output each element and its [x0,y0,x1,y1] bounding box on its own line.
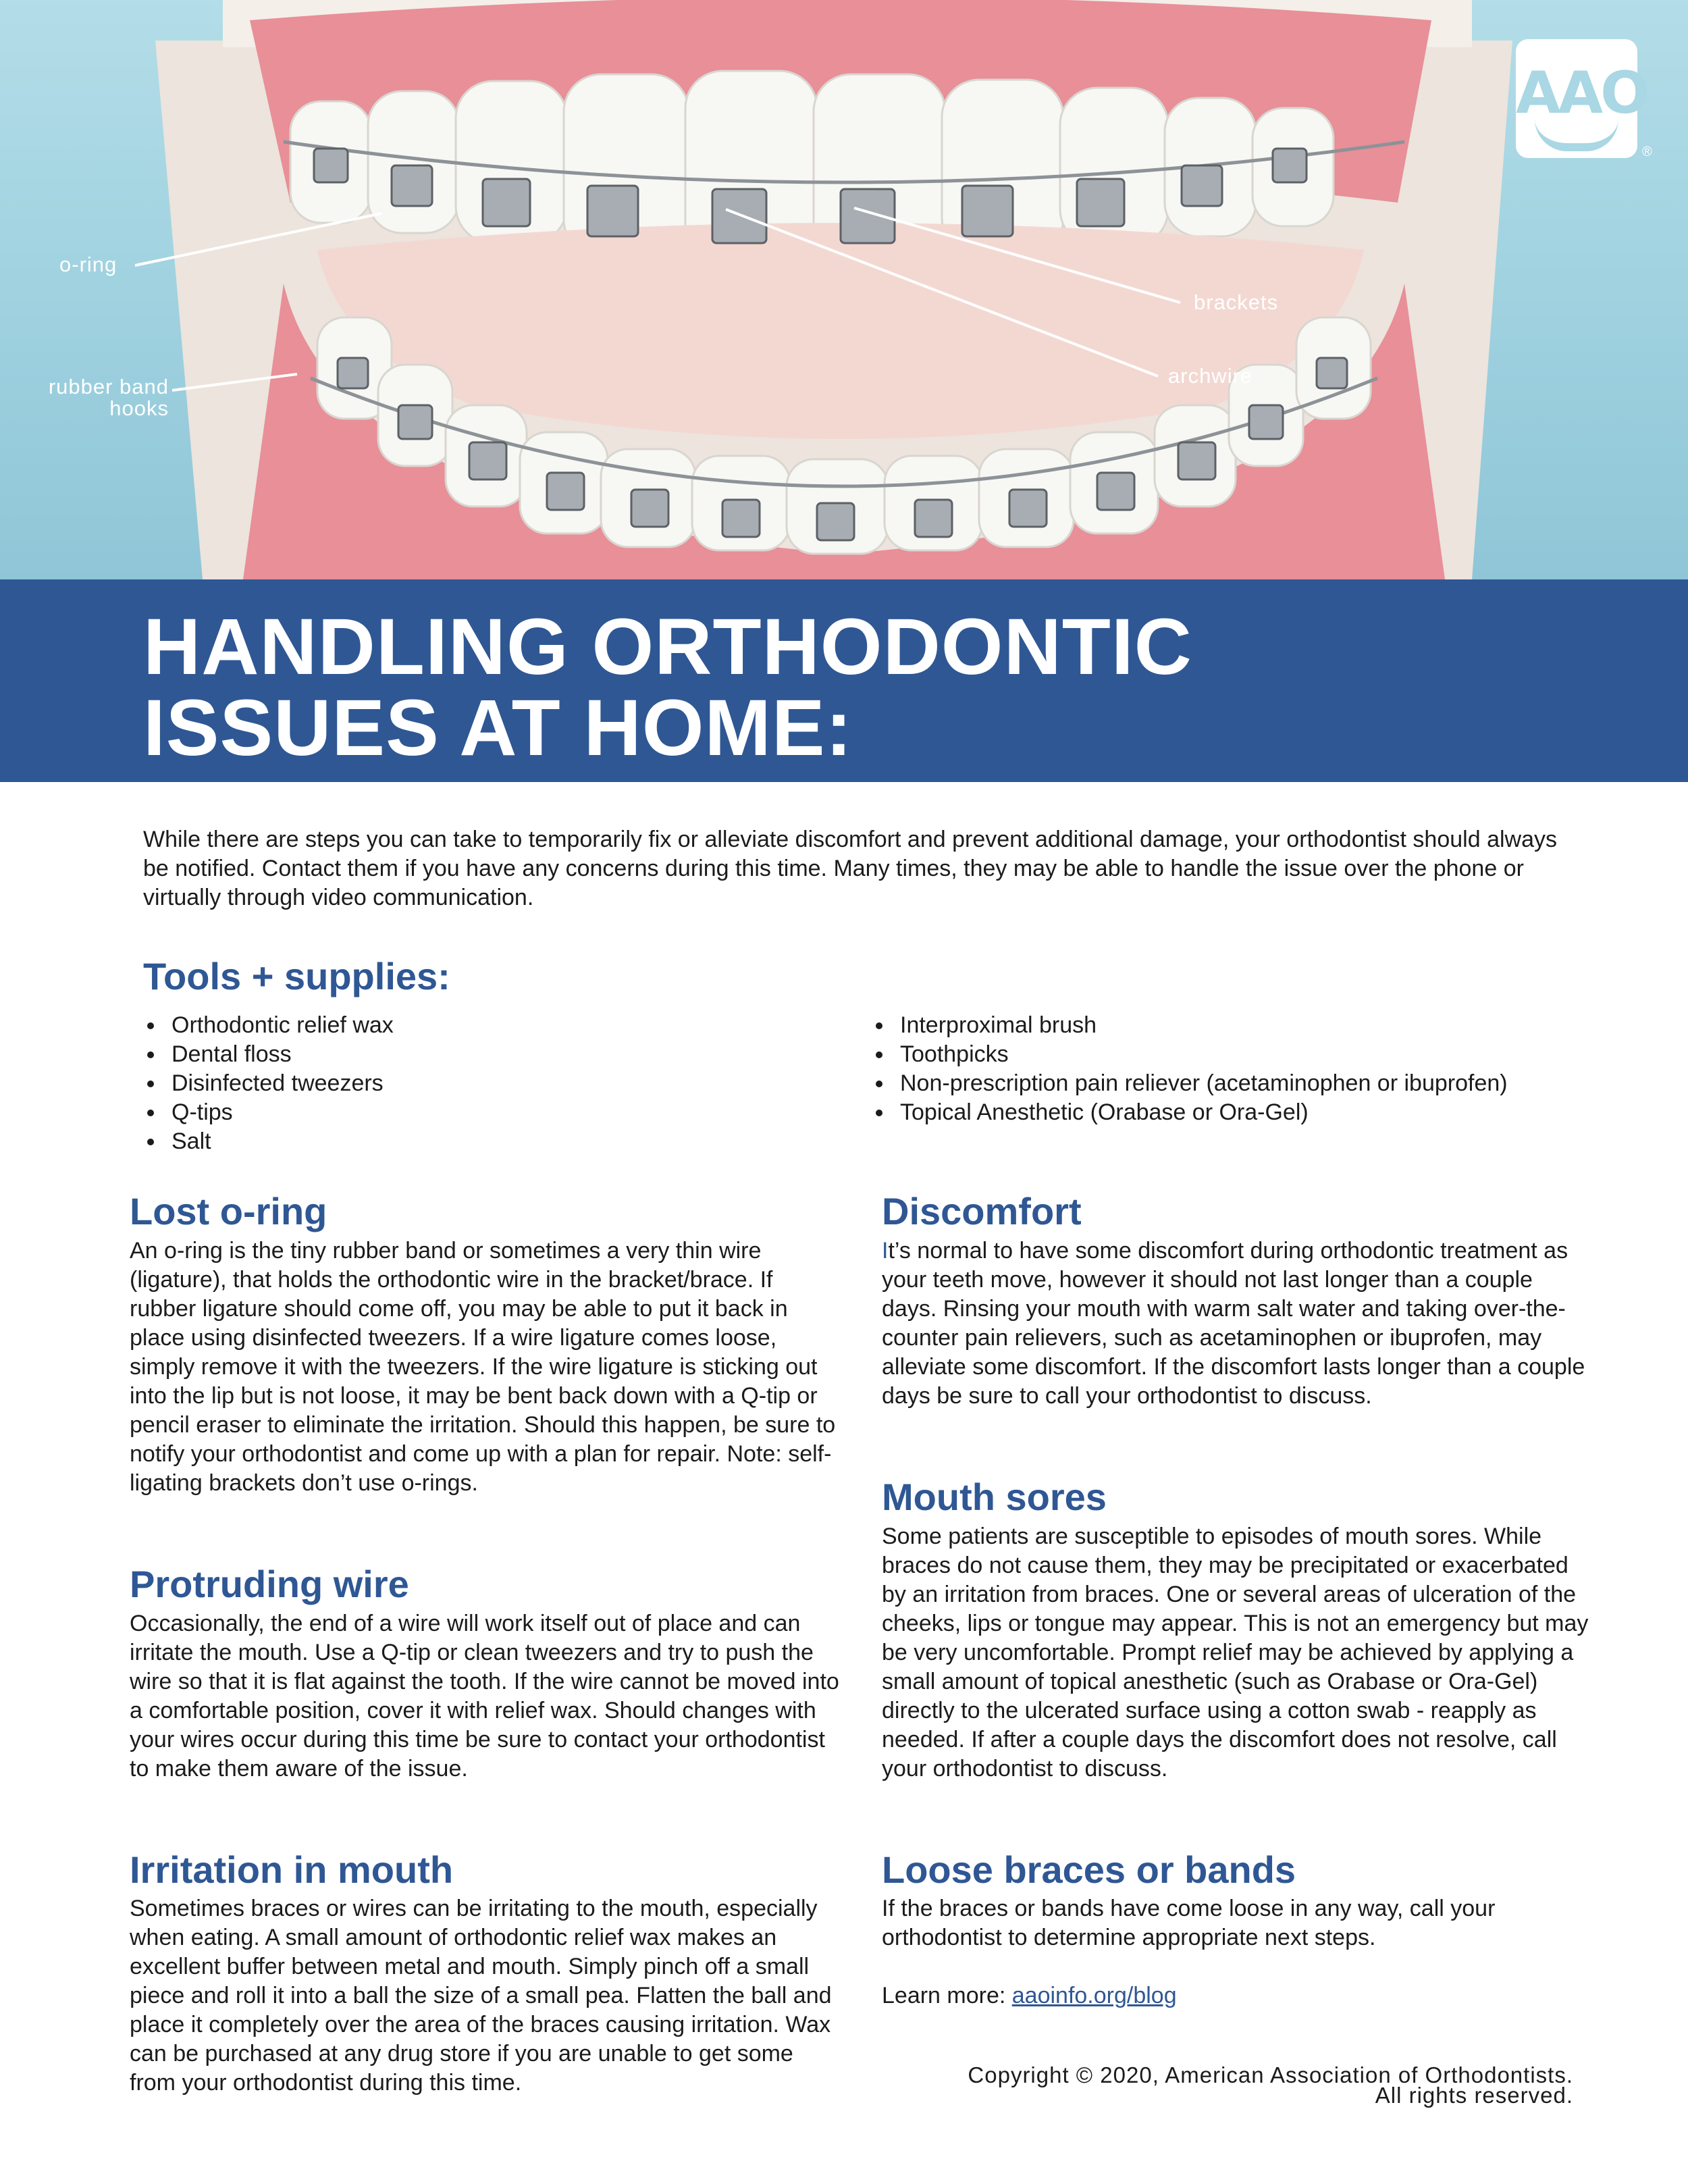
discomfort-heading: Discomfort [882,1190,1082,1232]
callout-rubber-band-line1: rubber band [48,375,169,398]
learn-more [882,1981,1591,2010]
page-title-line1: HANDLING ORTHODONTIC [143,602,1192,692]
copyright [878,2062,1573,2108]
copyright-line1: Copyright © 2020, American Association of Orthodontists. [968,2062,1573,2087]
list-item: Toothpicks [900,1040,1643,1069]
callout-rubber-band-hooks [31,376,169,419]
list-item: Disinfected tweezers [172,1069,847,1098]
callout-rubber-band-line2: hooks [109,396,169,420]
tools-list-left [143,1011,847,1156]
list-item: Orthodontic relief wax [172,1011,847,1040]
mouth-sores-heading: Mouth sores [882,1476,1107,1518]
callout-archwire: archwire [1168,364,1253,388]
callout-brackets: brackets [1194,290,1279,314]
tools-list-right [872,1011,1643,1127]
lost-oring-body: An o-ring is the tiny rubber band or sometimes a very thin wire (ligature), that holds the orthodontic wire in the bracket/brace. If rubber ligature should come off, you may be able to put it back in place using disinfected tweezers. If a wire ligature comes loose, simply remove it with the tweezers. If the wire ligature is sticking out into the lip but is not loose, it may be bent back down with a Q-tip or pencil eraser to eliminate the irritation. Should this happen, be sure to notify your orthodontist and come up with a plan for repair. Note: self-ligating brackets don’t use o-rings. [130,1238,836,1496]
discomfort-first-letter: I [882,1238,889,1264]
lost-oring-heading: Lost o-ring [130,1190,327,1232]
intro-paragraph: While there are steps you can take to temporarily fix or alleviate discomfort and prevent additional damage, your orthodontist should always be notified. Contact them if you have any concerns during this time. Many times, they may be able to handle the issue over the phone or virtually through video communication. [143,827,1557,910]
discomfort-body-text: t’s normal to have some discomfort during orthodontic treatment as your teeth move, however it should not last longer than a couple days. Rinsing your mouth with warm salt water and taking over-the-counter pain relievers, such as acetaminophen or ibuprofen, may alleviate some discomfort. If the discomfort lasts longer than a couple days be sure to call your orthodontist to discuss. [882,1238,1585,1409]
aao-logo-smile-icon [1535,119,1618,151]
list-item: Salt [172,1127,847,1156]
loose-braces-heading: Loose braces or bands [882,1848,1296,1891]
list-item: Topical Anesthetic (Orabase or Ora-Gel) [900,1098,1643,1127]
braces-model-illustration [0,0,1688,579]
discomfort-body [882,1237,1591,1411]
title-banner [0,579,1688,782]
aao-logo [1516,39,1647,158]
list-item: Dental floss [172,1040,847,1069]
protruding-wire-body: Occasionally, the end of a wire will work itself out of place and can irritate the mouth. Use a Q-tip or clean tweezers and try to push the wire so that it is flat against the tooth. If the wire cannot be moved into a comfortable position, cover it with relief wax. Should changes with your wires occur during this time be sure to contact your orthodontist to make them aware of the issue. [130,1611,839,1782]
mouth-sores-body: Some patients are susceptible to episodes of mouth sores. While braces do not cause them, they may be precipitated or exacerbated by an irritation from braces. One or several areas of ulceration of the cheeks, lips or tongue may appear. This is not an emergency but may be very uncomfortable. Prompt relief may be achieved by applying a small amount of topical anesthetic (such as Orabase or Ora-Gel) directly to the ulcerated surface using a cotton swab - reapply as needed. If after a couple days the discomfort does not resolve, call your orthodontist to discuss. [882,1524,1589,1782]
protruding-wire-heading: Protruding wire [130,1563,409,1605]
page-title-line2: ISSUES AT HOME: [143,683,853,773]
hero-image [0,0,1688,579]
callout-o-ring: o-ring [59,253,117,276]
aao-logo-text: AAO [1516,59,1647,127]
copyright-line2: All rights reserved. [1375,2083,1573,2108]
tools-heading: Tools + supplies: [143,955,450,997]
irritation-body: Sometimes braces or wires can be irritating to the mouth, especially when eating. A small amount of orthodontic relief wax makes an excellent buffer between metal and mouth. Simply pinch off a small piece and roll it into a ball the size of a small pea. Flatten the ball and place it completely over the area of the braces causing irritation. Wax can be purchased at any drug store if you are unable to get some from your orthodontist during this time. [130,1896,832,2096]
list-item: Non-prescription pain reliever (acetaminophen or ibuprofen) [900,1069,1643,1098]
learn-more-label: Learn more: [882,1983,1012,2008]
list-item: Q-tips [172,1098,847,1127]
loose-braces-body: If the braces or bands have come loose in any way, call your orthodontist to determine appropriate next steps. [882,1896,1496,1950]
registered-mark: ® [1642,145,1652,159]
list-item: Interproximal brush [900,1011,1643,1040]
page-title [143,602,1192,773]
irritation-heading: Irritation in mouth [130,1848,454,1891]
learn-more-link[interactable]: aaoinfo.org/blog [1011,1983,1177,2008]
